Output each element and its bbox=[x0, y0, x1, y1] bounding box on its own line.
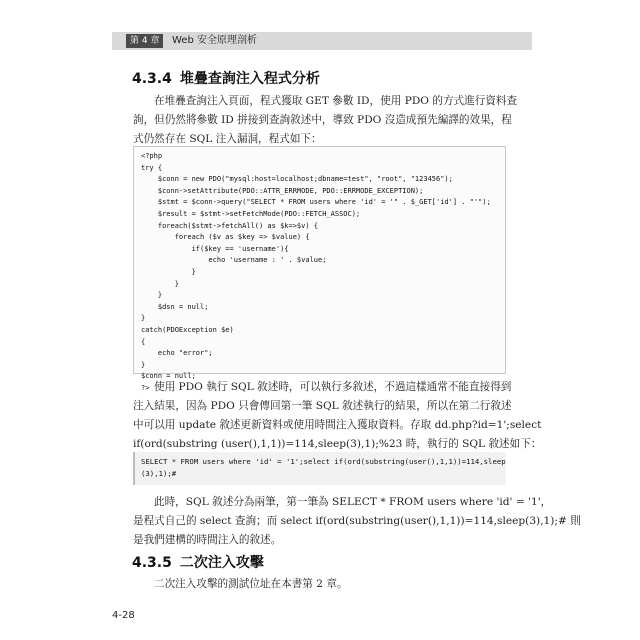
section-number: 4.3.5 bbox=[132, 555, 172, 571]
paragraph-line: 式仍然存在 SQL 注入漏洞，程式如下： bbox=[133, 133, 322, 145]
running-header-title: Web 安全原理剖析 bbox=[172, 35, 257, 46]
sql-query-line: (3),1);# bbox=[141, 469, 177, 478]
paragraph-line: 是我們建構的時間注入的敘述。 bbox=[133, 534, 282, 546]
paragraph-line: 二次注入攻擊的測試位址在本書第 2 章。 bbox=[154, 578, 348, 590]
paragraph-line: 使用 PDO 執行 SQL 敘述時，可以執行多敘述，不過這樣通常不能直接得到 bbox=[154, 381, 512, 393]
section-number: 4.3.4 bbox=[132, 71, 172, 87]
paragraph-line: 中可以用 update 敘述更新資料或使用時間注入獲取資料。存取 dd.php?id=1';select bbox=[133, 419, 542, 431]
after-query-paragraph bbox=[133, 493, 581, 550]
paragraph-line: 此時，SQL 敘述分為兩筆，第一筆為 SELECT * FROM users where 'id' = '1'， bbox=[154, 496, 552, 508]
paragraph-line: 注入結果，因為 PDO 只會傳回第一筆 SQL 敘述執行的結果，所以在第二行敘述 bbox=[133, 400, 512, 412]
paragraph-line: 在堆疊查詢注入頁面，程式獲取 GET 參數 ID，使用 PDO 的方式進行資料查 bbox=[154, 95, 518, 107]
code-text: <?php try { $conn = new PDO("mysql:host=localhost;dbname=test", "root", "123456"); $conn->setAttribute(PDO::ATTR_ERRMODE, PDO::ERRMODE_EXCEPTION); $stmt = $conn->query("SELECT * FROM users where 'id' = '" . $_GET['id'] . "'"); $result = $stmt->setFetchMode(PDO::FETCH_ASSOC); foreach($stmt->fetchAll() as $k=>$v) { foreach ($v as $key => $value) { if($key == 'username'){ echo 'username : ' . $value; } } } $dsn = null; } catch(PDOException $e) { echo "error"; } $conn = null; ?> bbox=[141, 152, 491, 392]
intro-paragraph bbox=[133, 92, 518, 149]
page-number: 4-28 bbox=[112, 610, 135, 621]
section-heading-4-3-4 bbox=[132, 68, 320, 88]
paragraph-line: 詢，但仍然將參數 ID 拼接到查詢敘述中，導致 PDO 沒造成預先編譯的效果，程 bbox=[133, 114, 512, 126]
section-title: 二次注入攻擊 bbox=[179, 555, 264, 571]
section2-paragraph bbox=[133, 575, 511, 594]
chapter-tag: 第 4 章 bbox=[126, 34, 163, 48]
section-heading-4-3-5 bbox=[132, 552, 264, 572]
sql-query-line: SELECT * FROM users where 'id' = '1';select if(ord(substring(user(),1,1))=114,sleep bbox=[141, 457, 506, 466]
sql-query-box bbox=[133, 452, 506, 485]
paragraph-line: 是程式自己的 select 查詢；而 select if(ord(substring(user(),1,1))=114,sleep(3),1);# 則 bbox=[133, 515, 581, 527]
paragraph-line: if(ord(substring (user(),1,1))=114,sleep(3),1);%23 時，執行的 SQL 敘述如下： bbox=[133, 438, 542, 450]
section-title: 堆疊查詢注入程式分析 bbox=[179, 71, 320, 87]
explanation-paragraph bbox=[133, 378, 542, 454]
